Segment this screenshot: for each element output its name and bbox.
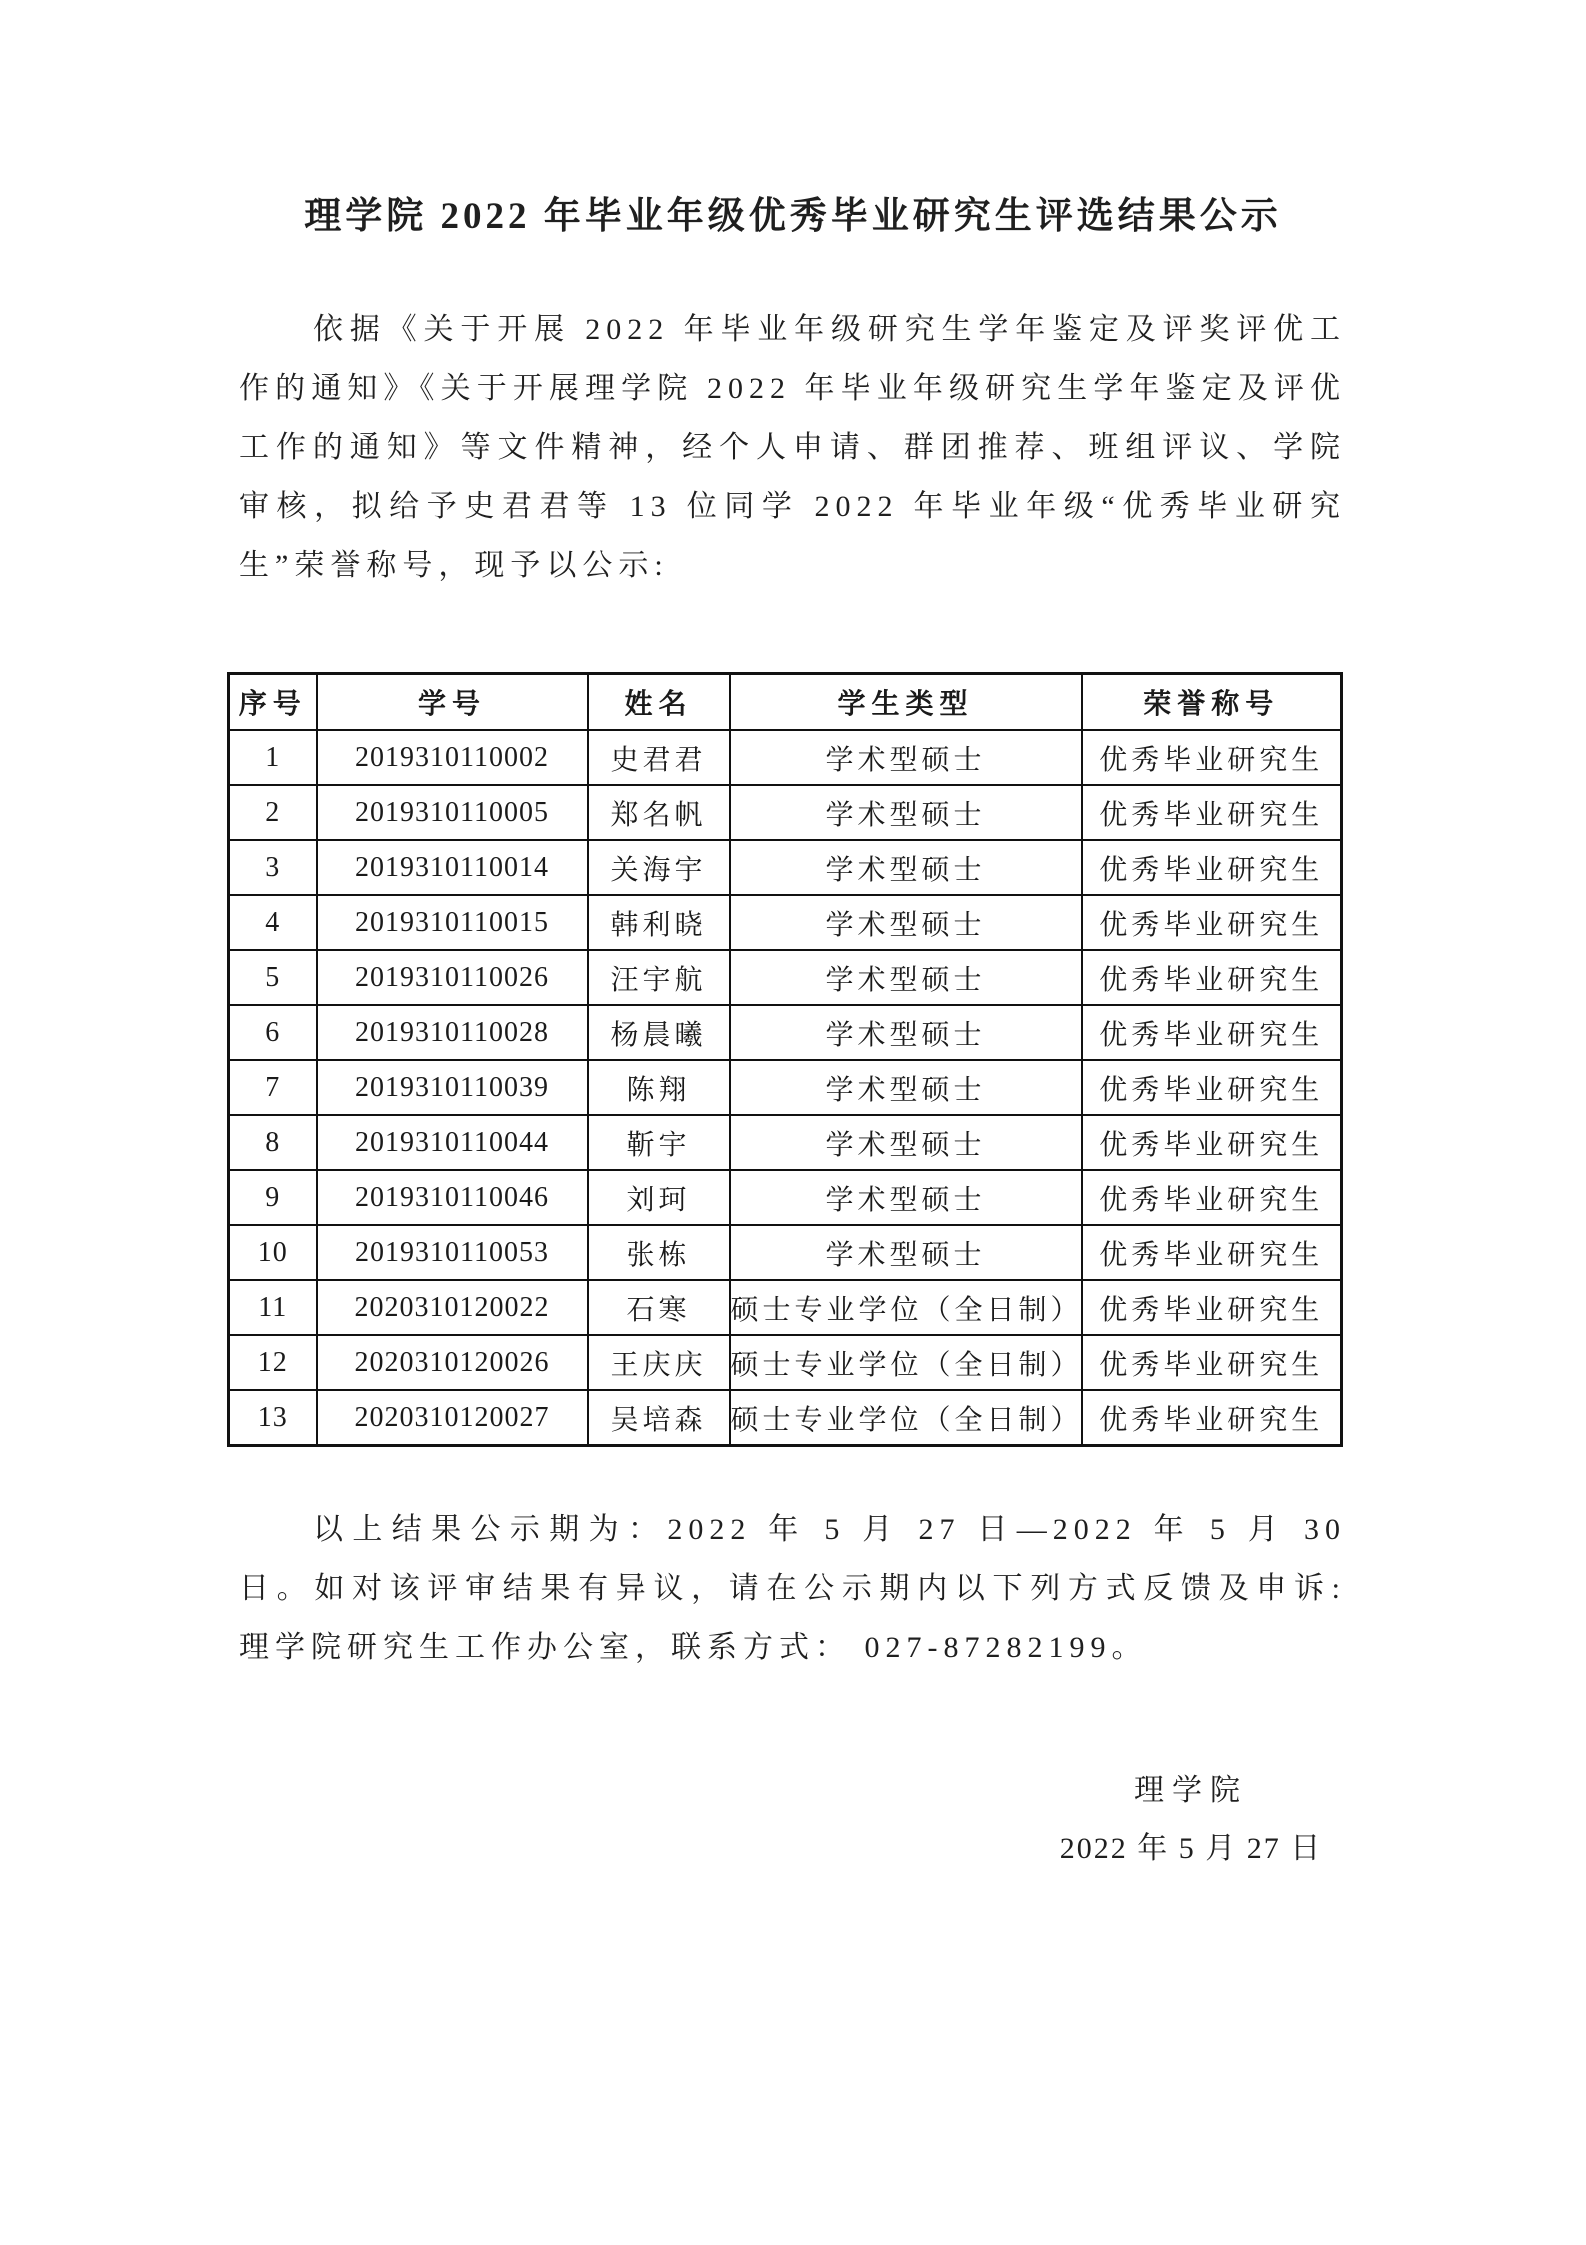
cell-honor-title: 优秀毕业研究生 (1082, 1005, 1342, 1060)
cell-index: 2 (229, 785, 317, 840)
cell-index: 3 (229, 840, 317, 895)
cell-student-id: 2019310110026 (317, 950, 588, 1005)
cell-student-type: 学术型硕士 (730, 730, 1082, 785)
cell-index: 10 (229, 1225, 317, 1280)
cell-honor-title: 优秀毕业研究生 (1082, 840, 1342, 895)
cell-honor-title: 优秀毕业研究生 (1082, 730, 1342, 785)
cell-student-type: 学术型硕士 (730, 785, 1082, 840)
header-cell-honor-title: 荣誉称号 (1082, 674, 1342, 731)
signature-block (1048, 1762, 1334, 1878)
header-cell-student-type: 学生类型 (730, 674, 1082, 731)
table-row (229, 730, 1342, 785)
cell-index: 8 (229, 1115, 317, 1170)
cell-name: 刘珂 (588, 1170, 730, 1225)
cell-student-id: 2019310110053 (317, 1225, 588, 1280)
header-cell-student-id: 学号 (317, 674, 588, 731)
table-row (229, 1060, 1342, 1115)
table-row (229, 1225, 1342, 1280)
cell-student-type: 硕士专业学位（全日制） (730, 1335, 1082, 1390)
cell-name: 靳宇 (588, 1115, 730, 1170)
cell-student-type: 学术型硕士 (730, 1225, 1082, 1280)
cell-student-type: 硕士专业学位（全日制） (730, 1280, 1082, 1335)
cell-student-id: 2019310110014 (317, 840, 588, 895)
cell-name: 郑名帆 (588, 785, 730, 840)
cell-student-type: 学术型硕士 (730, 840, 1082, 895)
cell-honor-title: 优秀毕业研究生 (1082, 895, 1342, 950)
table-row (229, 895, 1342, 950)
cell-student-id: 2019310110046 (317, 1170, 588, 1225)
cell-student-id: 2019310110002 (317, 730, 588, 785)
cell-index: 1 (229, 730, 317, 785)
table-row (229, 1005, 1342, 1060)
cell-name: 杨晨曦 (588, 1005, 730, 1060)
cell-name: 陈翔 (588, 1060, 730, 1115)
cell-honor-title: 优秀毕业研究生 (1082, 1335, 1342, 1390)
cell-name: 石寒 (588, 1280, 730, 1335)
closing-paragraph: 以上结果公示期为：2022 年 5 月 27 日—2022 年 5 月 30 日。如对该评审结果有异议，请在公示期内以下列方式反馈及申诉: 理学院研究生工作办公室，联系方式： 027-87282199。 (239, 1513, 1346, 1664)
cell-name: 史君君 (588, 730, 730, 785)
cell-student-type: 学术型硕士 (730, 1060, 1082, 1115)
table-row (229, 1280, 1342, 1335)
header-cell-index: 序号 (229, 674, 317, 731)
cell-honor-title: 优秀毕业研究生 (1082, 1170, 1342, 1225)
cell-index: 12 (229, 1335, 317, 1390)
signature-date: 2022 年 5 月 27 日 (1059, 1832, 1323, 1865)
cell-honor-title: 优秀毕业研究生 (1082, 950, 1342, 1005)
cell-student-id: 2019310110015 (317, 895, 588, 950)
cell-honor-title: 优秀毕业研究生 (1082, 1115, 1342, 1170)
cell-honor-title: 优秀毕业研究生 (1082, 1280, 1342, 1335)
table-row (229, 840, 1342, 895)
cell-index: 5 (229, 950, 317, 1005)
intro-paragraph: 依据《关于开展 2022 年毕业年级研究生学年鉴定及评奖评优工作的通知》《关于开展理学院 2022 年毕业年级研究生学年鉴定及评优工作的通知》等文件精神，经个人申请、群团推荐、班组评议、学院审核，拟给予史君君等 13 位同学 2022 年毕业年级“优秀毕业研究生”荣誉称号，现予以公示: (239, 313, 1346, 582)
cell-student-id: 2019310110044 (317, 1115, 588, 1170)
cell-student-id: 2020310120026 (317, 1335, 588, 1390)
cell-student-id: 2019310110028 (317, 1005, 588, 1060)
cell-student-type: 学术型硕士 (730, 1005, 1082, 1060)
table-row (229, 1390, 1342, 1446)
cell-honor-title: 优秀毕业研究生 (1082, 785, 1342, 840)
signature-org: 理学院 (1134, 1774, 1248, 1807)
table-row (229, 1115, 1342, 1170)
cell-index: 4 (229, 895, 317, 950)
table-row (229, 950, 1342, 1005)
cell-name: 关海宇 (588, 840, 730, 895)
table-row (229, 1335, 1342, 1390)
table-header-row (229, 674, 1342, 731)
document-title: 理学院 2022 年毕业年级优秀毕业研究生评选结果公示 (304, 196, 1282, 237)
cell-student-type: 学术型硕士 (730, 1115, 1082, 1170)
cell-honor-title: 优秀毕业研究生 (1082, 1225, 1342, 1280)
cell-name: 韩利晓 (588, 895, 730, 950)
cell-student-id: 2019310110005 (317, 785, 588, 840)
cell-honor-title: 优秀毕业研究生 (1082, 1060, 1342, 1115)
cell-student-id: 2020310120027 (317, 1390, 588, 1446)
results-table (227, 672, 1343, 1447)
cell-name: 张栋 (588, 1225, 730, 1280)
cell-student-type: 硕士专业学位（全日制） (730, 1390, 1082, 1446)
table-row (229, 785, 1342, 840)
cell-index: 11 (229, 1280, 317, 1335)
table-row (229, 1170, 1342, 1225)
header-cell-name: 姓名 (588, 674, 730, 731)
cell-student-type: 学术型硕士 (730, 895, 1082, 950)
results-table-body (229, 730, 1342, 1446)
cell-name: 吴培森 (588, 1390, 730, 1446)
cell-index: 13 (229, 1390, 317, 1446)
cell-student-type: 学术型硕士 (730, 1170, 1082, 1225)
cell-name: 汪宇航 (588, 950, 730, 1005)
cell-name: 王庆庆 (588, 1335, 730, 1390)
cell-index: 7 (229, 1060, 317, 1115)
cell-student-id: 2019310110039 (317, 1060, 588, 1115)
cell-student-id: 2020310120022 (317, 1280, 588, 1335)
cell-honor-title: 优秀毕业研究生 (1082, 1390, 1342, 1446)
cell-index: 6 (229, 1005, 317, 1060)
cell-student-type: 学术型硕士 (730, 950, 1082, 1005)
cell-index: 9 (229, 1170, 317, 1225)
